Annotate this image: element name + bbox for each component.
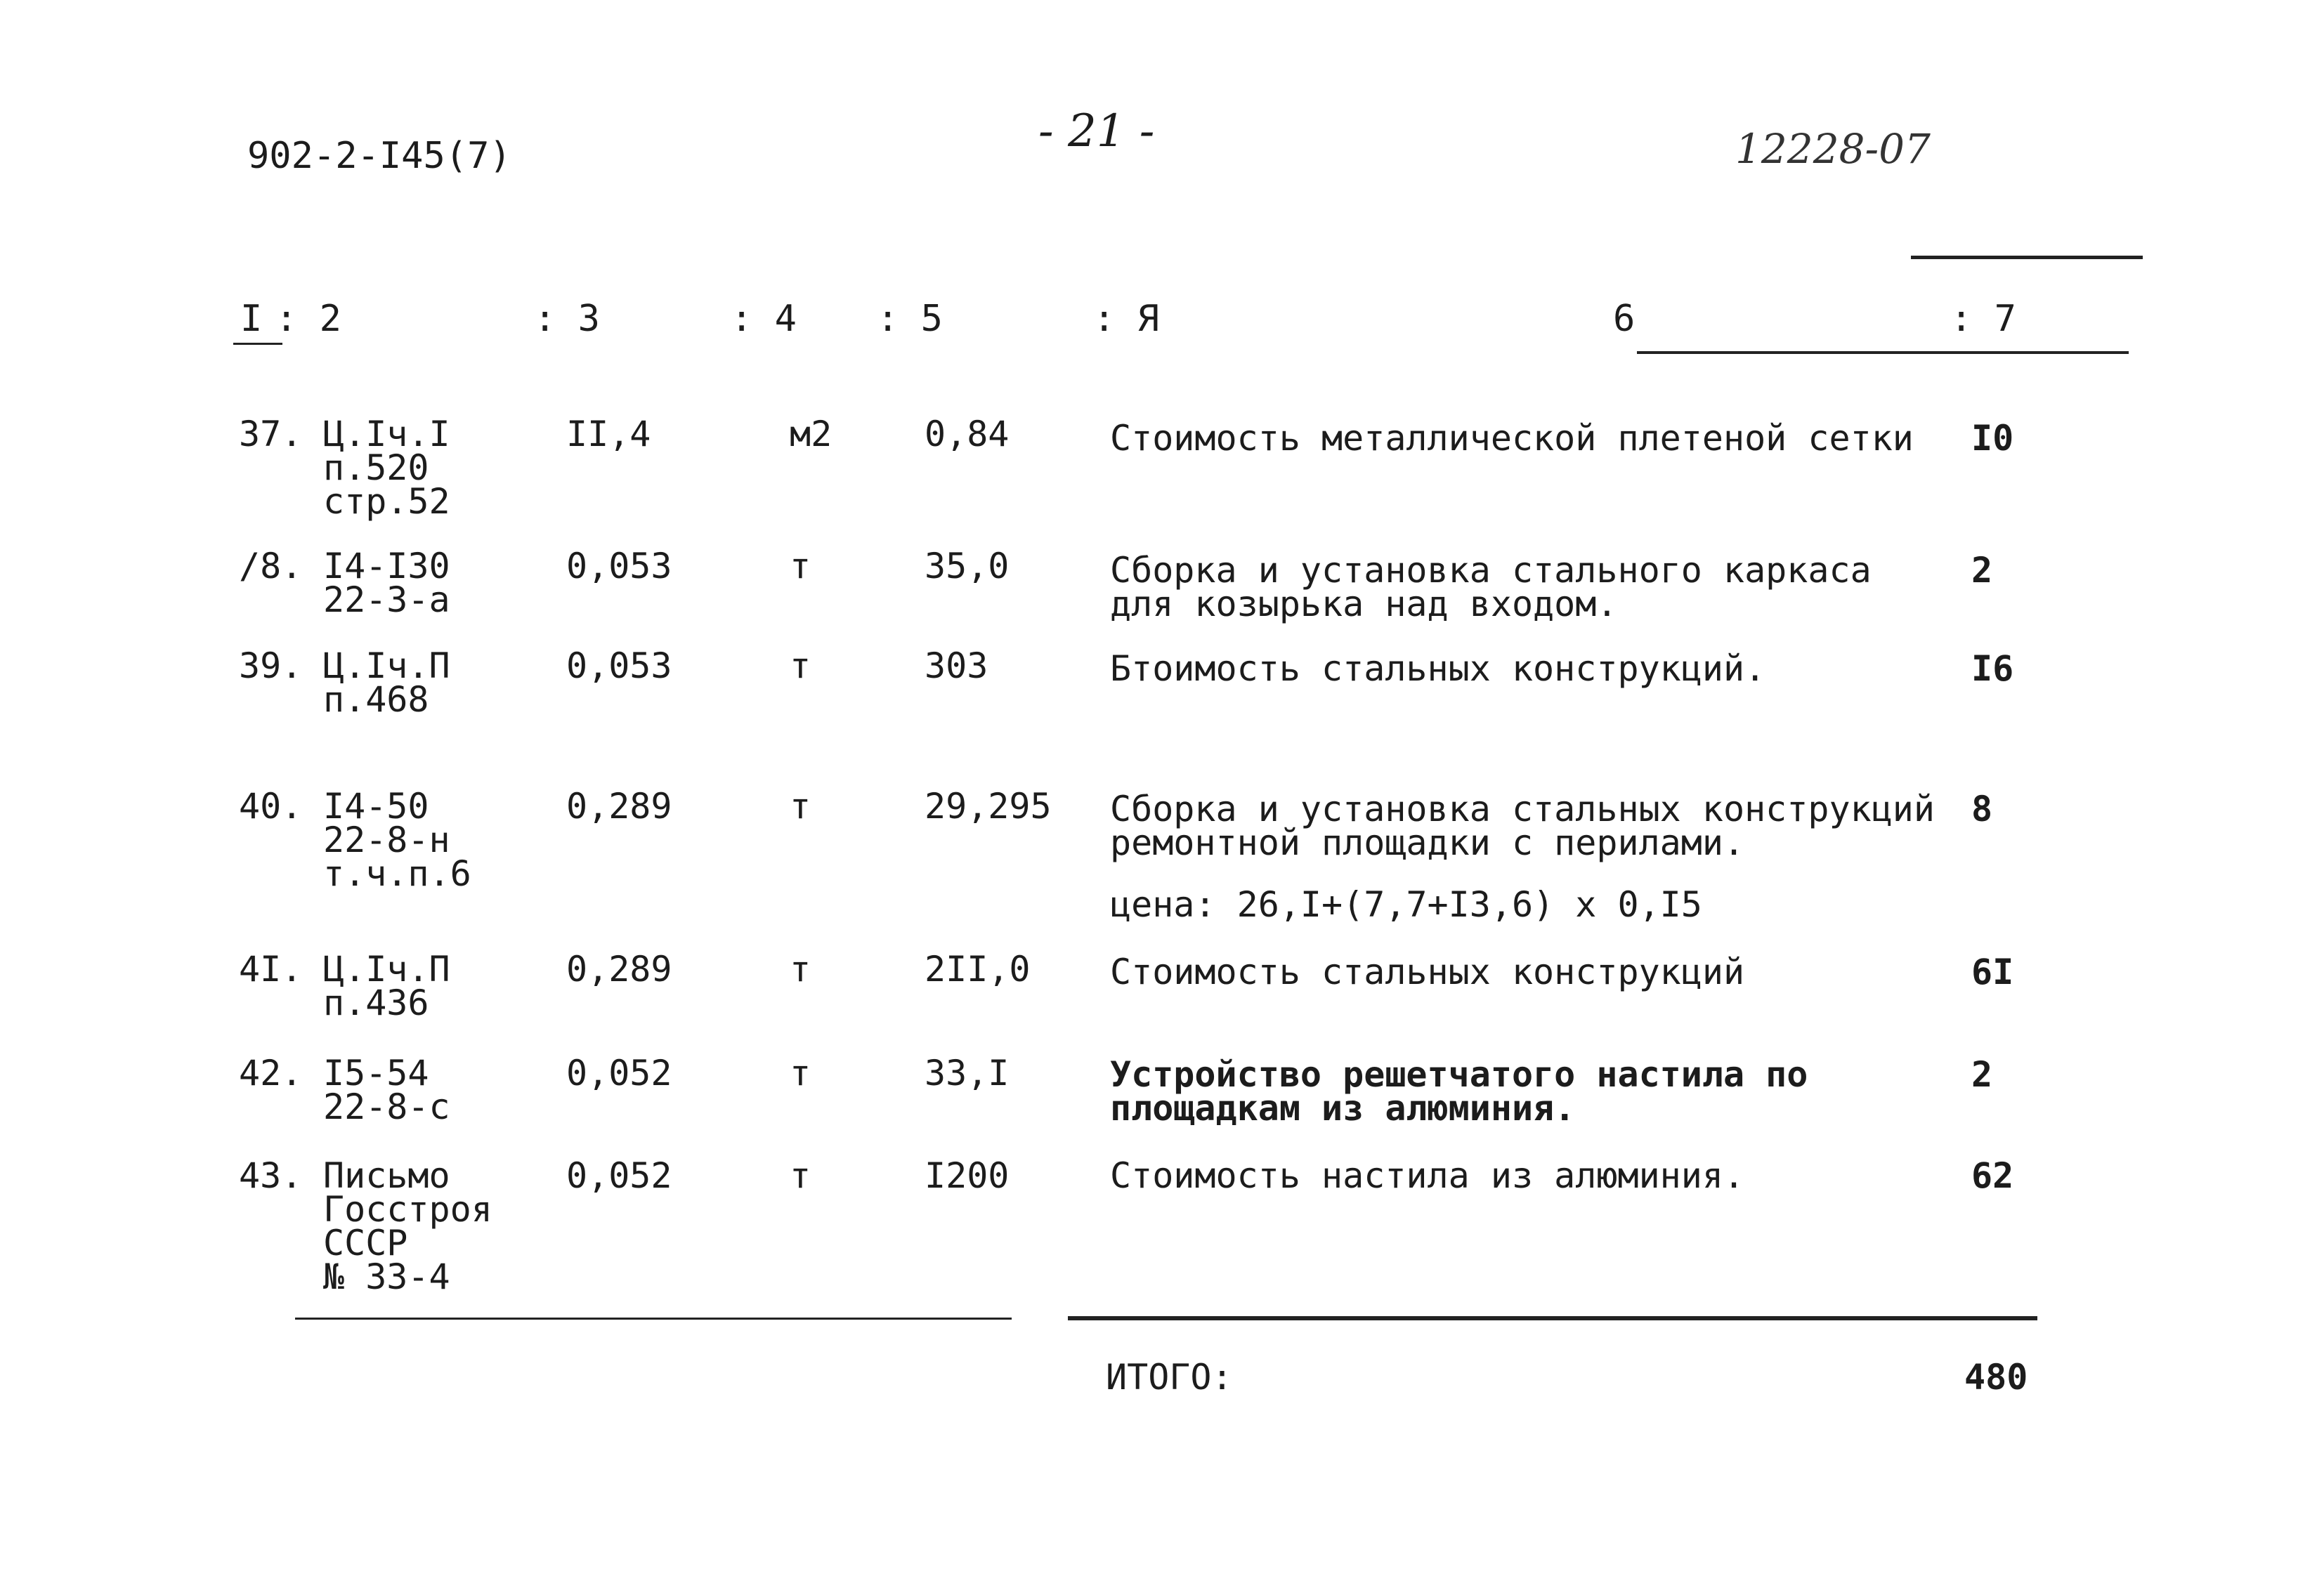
row-37-unit: м2 [790,414,833,454]
column-header-3: : 3 [534,298,600,340]
row-42-number: 42. [239,1053,303,1094]
column-header-1: I [240,298,263,340]
column-header-5: : 5 [877,298,943,340]
row-38-price: 35,0 [925,546,1010,586]
row-41-description: Стоимость стальных конструкций [1110,952,1745,992]
column-header-6: 6 [1613,298,1636,340]
row-43-description: Стоимость настила из алюминия. [1110,1155,1745,1196]
row-42-quantity: 0,052 [566,1053,672,1094]
column-header-4: : 4 [731,298,797,340]
table-bottom-rule-left [295,1318,1012,1320]
row-40-description: Сборка и установка стальных конструкций ремонтной площадки с перилами. [1110,789,1935,863]
row-40-price-note: цена: 26,I+(7,7+I3,6) x 0,I5 [1110,884,1702,925]
row-40-quantity: 0,289 [566,786,672,827]
row-40-price: 29,295 [925,786,1052,827]
total-label: ИТОГО: [1106,1357,1233,1398]
total-value: 480 [1964,1357,2028,1398]
row-41-price: 2II,0 [925,949,1031,990]
row-41-unit: т [790,949,811,990]
row-42-price: 33,I [925,1053,1010,1094]
row-42-code: I5-54 22-8-с [323,1053,450,1127]
row-43-quantity: 0,052 [566,1155,672,1196]
row-40-number: 40. [239,786,303,827]
row-37-total: I0 [1971,418,2014,459]
row-41-code: Ц.Iч.П п.436 [323,949,450,1023]
row-38-description: Сборка и установка стального каркаса для козырька над входом. [1110,550,1872,624]
header-top-rule [1911,256,2143,259]
row-40-code: I4-50 22-8-н т.ч.п.6 [323,786,471,894]
row-40-total: 8 [1971,789,1993,829]
row-37-price: 0,84 [925,414,1010,454]
row-41-total: 6I [1971,952,2014,992]
row-39-unit: т [790,645,811,686]
row-38-code: I4-I30 22-3-а [323,546,450,620]
row-37-code: Ц.Iч.I п.520 стр.52 [323,414,450,522]
row-42-description: Устройство решетчатого настила по площадкам из алюминия. [1110,1054,1808,1129]
column-header-2: : 2 [275,298,341,340]
row-43-code: Письмо Госстроя СССР № 33-4 [323,1155,492,1297]
page-number: - 21 - [1038,105,1155,157]
row-39-price: 303 [925,645,988,686]
row-37-description: Стоимость металлической плетеной сетки [1110,418,1914,459]
header-underline-left [233,343,282,345]
row-40-unit: т [790,786,811,827]
row-39-number: 39. [239,645,303,686]
archive-number: 12228-07 [1735,125,1931,173]
row-43-price: I200 [925,1155,1010,1196]
row-43-total: 62 [1971,1155,2014,1196]
column-header-7: : 7 [1950,298,2016,340]
table-bottom-rule-right [1068,1316,2037,1320]
row-38-number: /8. [239,546,303,586]
row-39-code: Ц.Iч.П п.468 [323,645,450,720]
row-39-total: I6 [1971,648,2014,689]
row-37-quantity: II,4 [566,414,651,454]
document-code: 902-2-I45(7) [247,135,511,177]
row-37-number: 37. [239,414,303,454]
row-41-quantity: 0,289 [566,949,672,990]
row-38-total: 2 [1971,550,1993,591]
header-underline-right [1637,351,2129,354]
row-43-number: 43. [239,1155,303,1196]
row-42-total: 2 [1971,1054,1993,1095]
row-43-unit: т [790,1155,811,1196]
row-39-quantity: 0,053 [566,645,672,686]
row-42-unit: т [790,1053,811,1094]
row-41-number: 4I. [239,949,303,990]
column-header-6a: : Я [1093,298,1159,340]
row-38-unit: т [790,546,811,586]
row-39-description: Бтоимость стальных конструкций. [1110,648,1766,689]
row-38-quantity: 0,053 [566,546,672,586]
